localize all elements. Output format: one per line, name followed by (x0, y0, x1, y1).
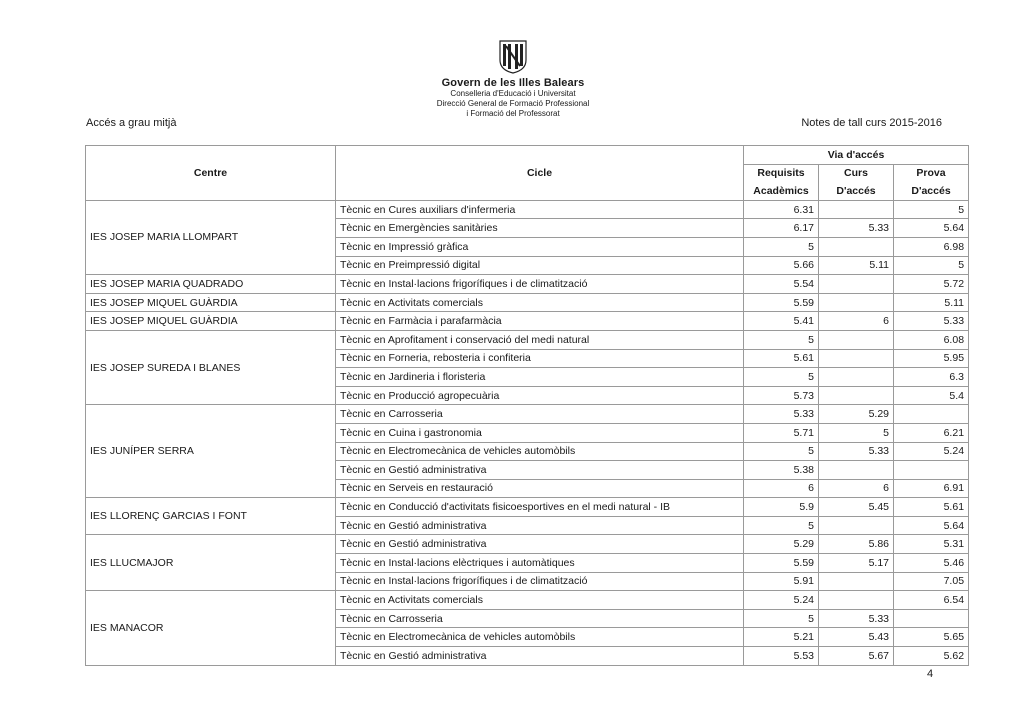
prova-value (894, 461, 969, 480)
prova-value: 5.64 (894, 219, 969, 238)
cicle-cell: Tècnic en Preimpressió digital (336, 256, 744, 275)
header-via-acces: Via d'accés (744, 146, 969, 165)
curs-value: 5.43 (819, 628, 894, 647)
cicle-cell: Tècnic en Gestió administrativa (336, 516, 744, 535)
prova-value: 5.61 (894, 498, 969, 517)
curs-value (819, 386, 894, 405)
requisits-value: 5.21 (744, 628, 819, 647)
requisits-value: 5.29 (744, 535, 819, 554)
cicle-cell: Tècnic en Jardineria i floristeria (336, 368, 744, 387)
prova-value: 5.72 (894, 275, 969, 294)
requisits-value: 5.24 (744, 591, 819, 610)
curs-value: 5.67 (819, 647, 894, 666)
table-row (86, 293, 969, 312)
table-row (86, 535, 969, 554)
page-number: 4 (927, 668, 934, 680)
centre-cell: IES JUNÍPER SERRA (86, 405, 336, 498)
org-line-1: Conselleria d'Educació i Universitat (450, 89, 576, 98)
requisits-value: 5.9 (744, 498, 819, 517)
prova-value: 6.54 (894, 591, 969, 610)
prova-value: 5.95 (894, 349, 969, 368)
prova-value: 5.4 (894, 386, 969, 405)
prova-value: 5.33 (894, 312, 969, 331)
cicle-cell: Tècnic en Electromecànica de vehicles automòbils (336, 442, 744, 461)
cicle-cell: Tècnic en Aprofitament i conservació del medi natural (336, 330, 744, 349)
document-period: Notes de tall curs 2015-2016 (801, 117, 942, 129)
cicle-cell: Tècnic en Activitats comercials (336, 293, 744, 312)
cicle-cell: Tècnic en Gestió administrativa (336, 647, 744, 666)
requisits-value: 5 (744, 516, 819, 535)
header-requisits: Requisits (744, 164, 819, 182)
prova-value: 5.24 (894, 442, 969, 461)
cicle-cell: Tècnic en Gestió administrativa (336, 461, 744, 480)
centre-cell: IES JOSEP MIQUEL GUÀRDIA (86, 293, 336, 312)
curs-value (819, 572, 894, 591)
requisits-value: 5.54 (744, 275, 819, 294)
table-header-row-1 (86, 146, 969, 165)
curs-value (819, 516, 894, 535)
cicle-cell: Tècnic en Instal·lacions frigorífiques i de climatització (336, 275, 744, 294)
cut-off-grades-table (85, 145, 969, 666)
prova-value (894, 405, 969, 424)
govern-logo (428, 40, 598, 119)
prova-value: 5 (894, 256, 969, 275)
cicle-cell: Tècnic en Cuina i gastronomia (336, 423, 744, 442)
prova-value: 6.3 (894, 368, 969, 387)
prova-value (894, 609, 969, 628)
table-row (86, 498, 969, 517)
curs-value: 5 (819, 423, 894, 442)
header-prova: Prova (894, 164, 969, 182)
cicle-cell: Tècnic en Instal·lacions elèctriques i automàtiques (336, 554, 744, 573)
centre-cell: IES MANACOR (86, 591, 336, 665)
prova-value: 6.21 (894, 423, 969, 442)
prova-value: 5 (894, 200, 969, 219)
curs-value (819, 349, 894, 368)
centre-cell: IES JOSEP SUREDA I BLANES (86, 330, 336, 404)
requisits-value: 5.59 (744, 554, 819, 573)
cicle-cell: Tècnic en Gestió administrativa (336, 535, 744, 554)
curs-value: 6 (819, 479, 894, 498)
requisits-value: 5.38 (744, 461, 819, 480)
table-row (86, 330, 969, 349)
curs-value (819, 461, 894, 480)
requisits-value: 5.53 (744, 647, 819, 666)
table-row (86, 312, 969, 331)
header-academics: Acadèmics (744, 182, 819, 200)
cicle-cell: Tècnic en Farmàcia i parafarmàcia (336, 312, 744, 331)
prova-value: 6.91 (894, 479, 969, 498)
header-prova-acces: D'accés (894, 182, 969, 200)
curs-value: 5.33 (819, 442, 894, 461)
centre-cell: IES LLUCMAJOR (86, 535, 336, 591)
curs-value: 5.45 (819, 498, 894, 517)
cicle-cell: Tècnic en Impressió gràfica (336, 237, 744, 256)
requisits-value: 6.31 (744, 200, 819, 219)
prova-value: 6.98 (894, 237, 969, 256)
cicle-cell: Tècnic en Electromecànica de vehicles automòbils (336, 628, 744, 647)
requisits-value: 5.66 (744, 256, 819, 275)
requisits-value: 5 (744, 442, 819, 461)
cicle-cell: Tècnic en Emergències sanitàries (336, 219, 744, 238)
requisits-value: 5 (744, 330, 819, 349)
table-row (86, 591, 969, 610)
header-cicle: Cicle (336, 146, 744, 201)
prova-value: 7.05 (894, 572, 969, 591)
org-line-3: i Formació del Professorat (466, 109, 560, 118)
prova-value: 5.64 (894, 516, 969, 535)
curs-value: 5.33 (819, 609, 894, 628)
curs-value: 5.17 (819, 554, 894, 573)
cicle-cell: Tècnic en Activitats comercials (336, 591, 744, 610)
requisits-value: 5.73 (744, 386, 819, 405)
curs-value (819, 591, 894, 610)
centre-cell: IES LLORENÇ GARCIAS I FONT (86, 498, 336, 535)
requisits-value: 5.71 (744, 423, 819, 442)
cicle-cell: Tècnic en Cures auxiliars d'infermeria (336, 200, 744, 219)
centre-cell: IES JOSEP MARIA LLOMPART (86, 200, 336, 274)
curs-value: 5.29 (819, 405, 894, 424)
centre-cell: IES JOSEP MARIA QUADRADO (86, 275, 336, 294)
coat-of-arms-icon (498, 40, 528, 74)
requisits-value: 5.33 (744, 405, 819, 424)
table-row (86, 200, 969, 219)
prova-value: 5.65 (894, 628, 969, 647)
curs-value: 6 (819, 312, 894, 331)
curs-value (819, 293, 894, 312)
requisits-value: 6.17 (744, 219, 819, 238)
prova-value: 6.08 (894, 330, 969, 349)
prova-value: 5.31 (894, 535, 969, 554)
table-row (86, 405, 969, 424)
requisits-value: 5 (744, 609, 819, 628)
curs-value (819, 200, 894, 219)
table-row (86, 275, 969, 294)
cicle-cell: Tècnic en Carrosseria (336, 405, 744, 424)
curs-value (819, 275, 894, 294)
org-line-2: Direcció General de Formació Professional (436, 99, 590, 108)
requisits-value: 5 (744, 368, 819, 387)
requisits-value: 6 (744, 479, 819, 498)
header-curs-acces: D'accés (819, 182, 894, 200)
org-name: Govern de les Illes Balears (441, 77, 585, 89)
prova-value: 5.62 (894, 647, 969, 666)
curs-value: 5.11 (819, 256, 894, 275)
centre-cell: IES JOSEP MIQUEL GUÀRDIA (86, 312, 336, 331)
cicle-cell: Tècnic en Conducció d'activitats fisicoesportives en el medi natural - IB (336, 498, 744, 517)
cicle-cell: Tècnic en Serveis en restauració (336, 479, 744, 498)
requisits-value: 5.91 (744, 572, 819, 591)
curs-value (819, 368, 894, 387)
prova-value: 5.46 (894, 554, 969, 573)
header-curs: Curs (819, 164, 894, 182)
cicle-cell: Tècnic en Instal·lacions frigorífiques i de climatització (336, 572, 744, 591)
requisits-value: 5.61 (744, 349, 819, 368)
cicle-cell: Tècnic en Forneria, rebosteria i confiteria (336, 349, 744, 368)
table-body (86, 200, 969, 665)
curs-value: 5.86 (819, 535, 894, 554)
cicle-cell: Tècnic en Producció agropecuària (336, 386, 744, 405)
header-centre: Centre (86, 146, 336, 201)
curs-value (819, 330, 894, 349)
requisits-value: 5.41 (744, 312, 819, 331)
cicle-cell: Tècnic en Carrosseria (336, 609, 744, 628)
curs-value (819, 237, 894, 256)
document-subtitle: Accés a grau mitjà (86, 117, 177, 129)
requisits-value: 5.59 (744, 293, 819, 312)
curs-value: 5.33 (819, 219, 894, 238)
requisits-value: 5 (744, 237, 819, 256)
prova-value: 5.11 (894, 293, 969, 312)
